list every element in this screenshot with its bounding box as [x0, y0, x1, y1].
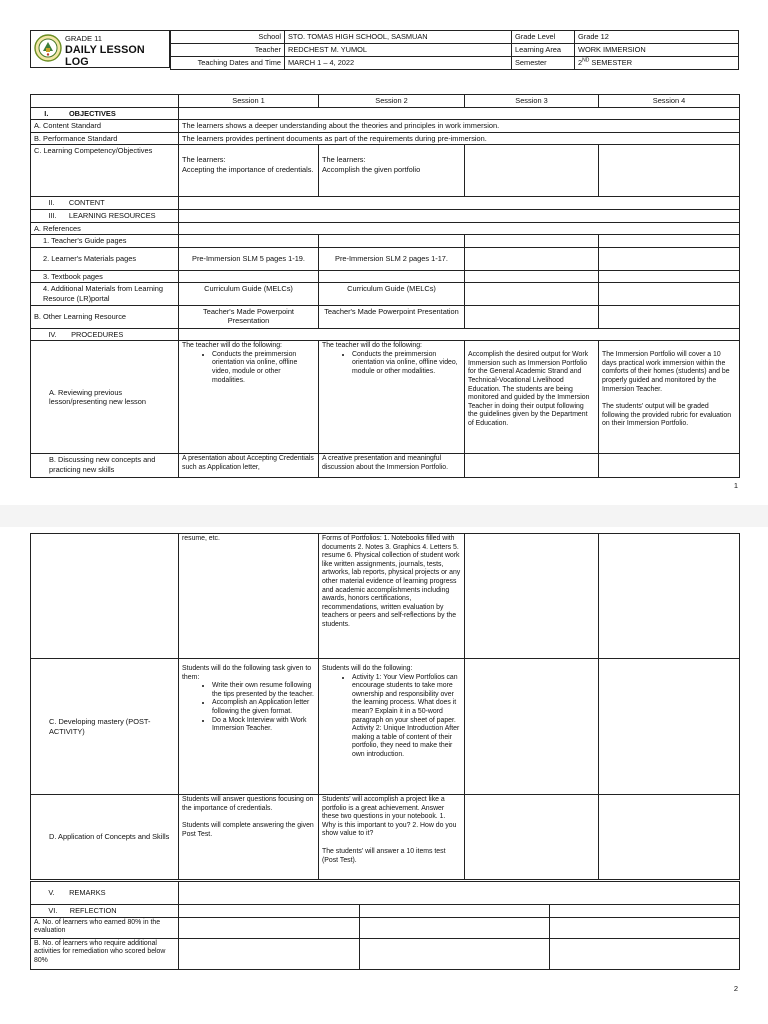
- developing-session-2: [319, 659, 465, 795]
- competency-session-3: [465, 145, 599, 197]
- reviewing-s2-bullet: • Conducts the preimmersion orientation via online, offline video, module or other modalities.: [352, 351, 461, 377]
- application-s4: [599, 795, 740, 880]
- application-session-2: [319, 795, 465, 880]
- tg-s4: [599, 235, 740, 248]
- content-heading-blank: [179, 197, 740, 210]
- reviewing-session-1: [179, 341, 319, 454]
- teacher-value: REDCHEST M. YUMOL: [285, 44, 512, 57]
- reflection-b-1: [179, 938, 360, 969]
- other-resource-label: B. Other Learning Resource: [31, 305, 179, 328]
- procedures-title: PROCEDURES: [71, 329, 124, 339]
- reflection-b-3: [550, 938, 740, 969]
- learning-area-value: WORK IMMERSION: [575, 44, 739, 57]
- application-s2-p1: Students' will accomplish a project like a portfolio is a great achievement. Answer these two questions in your notebook. 1. Why is this important to you? 2. How do you show value to it?: [322, 796, 457, 838]
- textbook-label: 3. Textbook pages: [31, 270, 179, 283]
- reflection-title: REFLECTION: [69, 906, 117, 915]
- lm-s4: [599, 247, 740, 270]
- remarks-number: V.: [48, 888, 55, 898]
- developing-s1-list: [182, 682, 315, 734]
- objectives-heading: [31, 107, 179, 120]
- procedures-heading: [31, 328, 179, 341]
- reviewing-session-2: [319, 341, 465, 454]
- resources-heading: [31, 209, 179, 222]
- performance-standard-value: The learners provides pertinent documents as part of the requirements during pre-immersion.: [179, 132, 740, 145]
- session-header-2: Session 2: [319, 95, 465, 108]
- grade-label: GRADE 11: [65, 34, 102, 43]
- discussing-cont-s2: Forms of Portfolios: 1. Notebooks filled with documents 2. Notes 3. Graphics 4. Letters 5. resume 6. Physical collection of student work like written assignments, journals, tests, artworks, lab reports, physical projects or any other material evidence of learning progress and academic accomplishments including awards, honors certifications, recommendations, written evaluation by teachers or peers and self-reflections by the students.: [319, 534, 465, 659]
- discussing-s3: [465, 454, 599, 478]
- teachers-guide-label: 1. Teacher's Guide pages: [31, 235, 179, 248]
- reflection-a-label: A. No. of learners who earned 80% in the evaluation: [31, 917, 179, 938]
- lr-session-1: Curriculum Guide (MELCs): [179, 283, 319, 305]
- reflection-b-2: [360, 938, 550, 969]
- references-blank: [179, 222, 740, 235]
- learners-materials-label: 2. Learner's Materials pages: [31, 247, 179, 270]
- application-label: D. Application of Concepts and Skills: [31, 795, 179, 880]
- lr-s4: [599, 283, 740, 305]
- competency-s2-text: Accomplish the given portfolio: [322, 164, 421, 174]
- discussing-cont-s3: [465, 534, 599, 659]
- developing-s2-bullet-1: • Activity 1: Your View Portfolios can encourage students to take more ownership and responsibility over the learning process. What does it mean? Explain it in a 50-word paragraph on your sheet of paper. Activity 2: Unique Introduction After making a table of content of their portfolio, they need to make their own introduction.: [352, 674, 461, 760]
- other-session-1: Teacher's Made Powerpoint Presentation: [179, 305, 319, 328]
- semester-superscript: ND: [582, 57, 590, 64]
- discussing-s4: [599, 454, 740, 478]
- reviewing-s1-bullet: • Conducts the preimmersion orientation via online, offline video, module or other modalities.: [212, 351, 315, 385]
- page-2: [0, 527, 768, 1024]
- tb-s1: [179, 270, 319, 283]
- reflection-h-1: [179, 905, 360, 918]
- page-number-2: 2: [733, 984, 738, 993]
- reviewing-s4-p2: The students' output will be graded following the provided rubric for evaluation on their Immersion Portfolio.: [602, 403, 732, 428]
- discussing-cont-s4: [599, 534, 740, 659]
- school-value: STO. TOMAS HIGH SCHOOL, SASMUAN: [285, 31, 512, 44]
- lr-session-2: Curriculum Guide (MELCs): [319, 283, 465, 305]
- competency-s1-intro: The learners:: [182, 155, 226, 165]
- session-header-blank: [31, 95, 179, 108]
- content-title: CONTENT: [68, 198, 105, 208]
- procedures-number: IV.: [48, 329, 57, 339]
- reflection-heading: [31, 905, 179, 918]
- competency-label: C. Learning Competency/Objectives: [31, 145, 179, 197]
- developing-session-1: [179, 659, 319, 795]
- competency-s1-text: Accepting the importance of credentials.: [182, 164, 314, 174]
- remarks-heading: [31, 882, 179, 905]
- competency-s2-intro: The learners:: [322, 155, 366, 165]
- session-header-1: Session 1: [179, 95, 319, 108]
- grade-level-label: Grade Level: [512, 31, 575, 44]
- resources-heading-blank: [179, 209, 740, 222]
- reflection-h-3: [550, 905, 740, 918]
- semester-value: [575, 56, 739, 69]
- tb-s3: [465, 270, 599, 283]
- objectives-heading-blank: [179, 107, 740, 120]
- discussing-cont-label: [31, 534, 179, 659]
- application-s1-p1: Students will answer questions focusing on the importance of credentials.: [182, 796, 314, 812]
- developing-s2-intro: Students will do the following:: [322, 665, 413, 672]
- header-info-table: [170, 30, 739, 70]
- references-label: A. References: [31, 222, 179, 235]
- page-gap: [0, 505, 768, 527]
- dates-value: MARCH 1 – 4, 2022: [285, 56, 512, 69]
- competency-session-1: [179, 145, 319, 197]
- log-title: DAILY LESSON LOG: [65, 44, 145, 68]
- other-s3: [465, 305, 599, 328]
- application-s1-p2: Students will complete answering the given Post Test.: [182, 822, 314, 838]
- content-number: II.: [48, 198, 55, 208]
- discussing-cont-s1: resume, etc.: [179, 534, 319, 659]
- lm-session-2: Pre-Immersion SLM 2 pages 1-17.: [319, 247, 465, 270]
- lm-s3: [465, 247, 599, 270]
- session-header-4: Session 4: [599, 95, 740, 108]
- discussing-concepts-label: B. Discussing new concepts and practicing new skills: [31, 454, 179, 478]
- lesson-table-page-2: [30, 533, 740, 880]
- reviewing-s4-p1: The Immersion Portfolio will cover a 10 days practical work immersion within the comforts of their homes (students) and be properly guided and monitored by the Immersion Teacher.: [602, 351, 730, 393]
- other-s4: [599, 305, 740, 328]
- reflection-number: VI.: [48, 906, 58, 915]
- competency-session-4: [599, 145, 740, 197]
- tg-s2: [319, 235, 465, 248]
- reviewing-session-3: Accomplish the desired output for Work Immersion such as Immersion Portfolio for the General Academic Strand and Technical-Vocational Livelihood Education. The students are being monitored and guided by the Immersion Teacher in doing their output following the guidelines given by the Department of Education.: [465, 341, 599, 454]
- objectives-title: OBJECTIVES: [68, 108, 116, 118]
- developing-s1-intro: Students will do the following task given to them:: [182, 665, 312, 681]
- semester-number: 2: [578, 57, 583, 67]
- lr-s3: [465, 283, 599, 305]
- resources-title: LEARNING RESOURCES: [68, 210, 156, 220]
- remarks-value: [179, 882, 740, 905]
- school-label: School: [171, 31, 285, 44]
- dates-label: Teaching Dates and Time: [171, 56, 285, 69]
- discussing-session-2: A creative presentation and meaningful discussion about the Immersion Portfolio.: [319, 454, 465, 478]
- developing-s4: [599, 659, 740, 795]
- reviewing-lesson-label: A. Reviewing previous lesson/presenting new lesson: [31, 341, 179, 454]
- lr-portal-label: 4. Additional Materials from Learning Resource (LR)portal: [31, 283, 179, 305]
- procedures-heading-blank: [179, 328, 740, 341]
- content-standard-label: A. Content Standard: [31, 120, 179, 133]
- developing-s1-bullet-3: • Do a Mock Interview with Work Immersion Teacher.: [212, 717, 315, 734]
- teacher-label: Teacher: [171, 44, 285, 57]
- developing-s1-bullet-1: • Write their own resume following the tips presented by the teacher.: [212, 682, 315, 699]
- remarks-title: REMARKS: [69, 888, 106, 898]
- reflection-table: [30, 881, 740, 970]
- developing-s2-list: [322, 674, 461, 760]
- competency-session-2: [319, 145, 465, 197]
- semester-text: SEMESTER: [589, 57, 633, 67]
- content-heading: [31, 197, 179, 210]
- developing-s1-bullet-2: • Accomplish an Application letter following the given format.: [212, 699, 315, 716]
- reflection-a-2: [360, 917, 550, 938]
- grade-level-value: Grade 12: [575, 31, 739, 44]
- application-s3: [465, 795, 599, 880]
- content-standard-value: The learners shows a deeper understanding about the theories and principles in work immersion.: [179, 120, 740, 133]
- lesson-table-page-1: [30, 94, 740, 478]
- application-s2-p2: The students' will answer a 10 items test (Post Test).: [322, 847, 446, 864]
- tb-s4: [599, 270, 740, 283]
- reflection-h-2: [360, 905, 550, 918]
- tg-s1: [179, 235, 319, 248]
- reflection-a-1: [179, 917, 360, 938]
- reviewing-s2-list: [322, 351, 461, 377]
- reviewing-s2-intro: The teacher will do the following:: [322, 342, 422, 350]
- performance-standard-label: B. Performance Standard: [31, 132, 179, 145]
- reviewing-s1-intro: The teacher will do the following:: [182, 342, 282, 350]
- other-session-2: Teacher's Made Powerpoint Presentation: [319, 305, 465, 328]
- reviewing-s1-list: [182, 351, 315, 385]
- developing-mastery-label: C. Developing mastery (POST-ACTIVITY): [31, 659, 179, 795]
- page-number-1: 1: [733, 481, 738, 490]
- application-session-1: [179, 795, 319, 880]
- objectives-number: I.: [44, 108, 49, 118]
- reviewing-session-4: [599, 341, 740, 454]
- developing-s3: [465, 659, 599, 795]
- header-title-box: [30, 30, 170, 68]
- lm-session-1: Pre-Immersion SLM 5 pages 1-19.: [179, 247, 319, 270]
- reflection-a-3: [550, 917, 740, 938]
- semester-label: Semester: [512, 56, 575, 69]
- school-seal-logo: [34, 34, 62, 62]
- discussing-session-1: A presentation about Accepting Credentials such as Application letter,: [179, 454, 319, 478]
- reflection-b-label: B. No. of learners who require additional activities for remediation who scored below 80%: [31, 938, 179, 969]
- tg-s3: [465, 235, 599, 248]
- tb-s2: [319, 270, 465, 283]
- resources-number: III.: [48, 210, 57, 220]
- page-1: [0, 0, 768, 505]
- session-header-3: Session 3: [465, 95, 599, 108]
- learning-area-label: Learning Area: [512, 44, 575, 57]
